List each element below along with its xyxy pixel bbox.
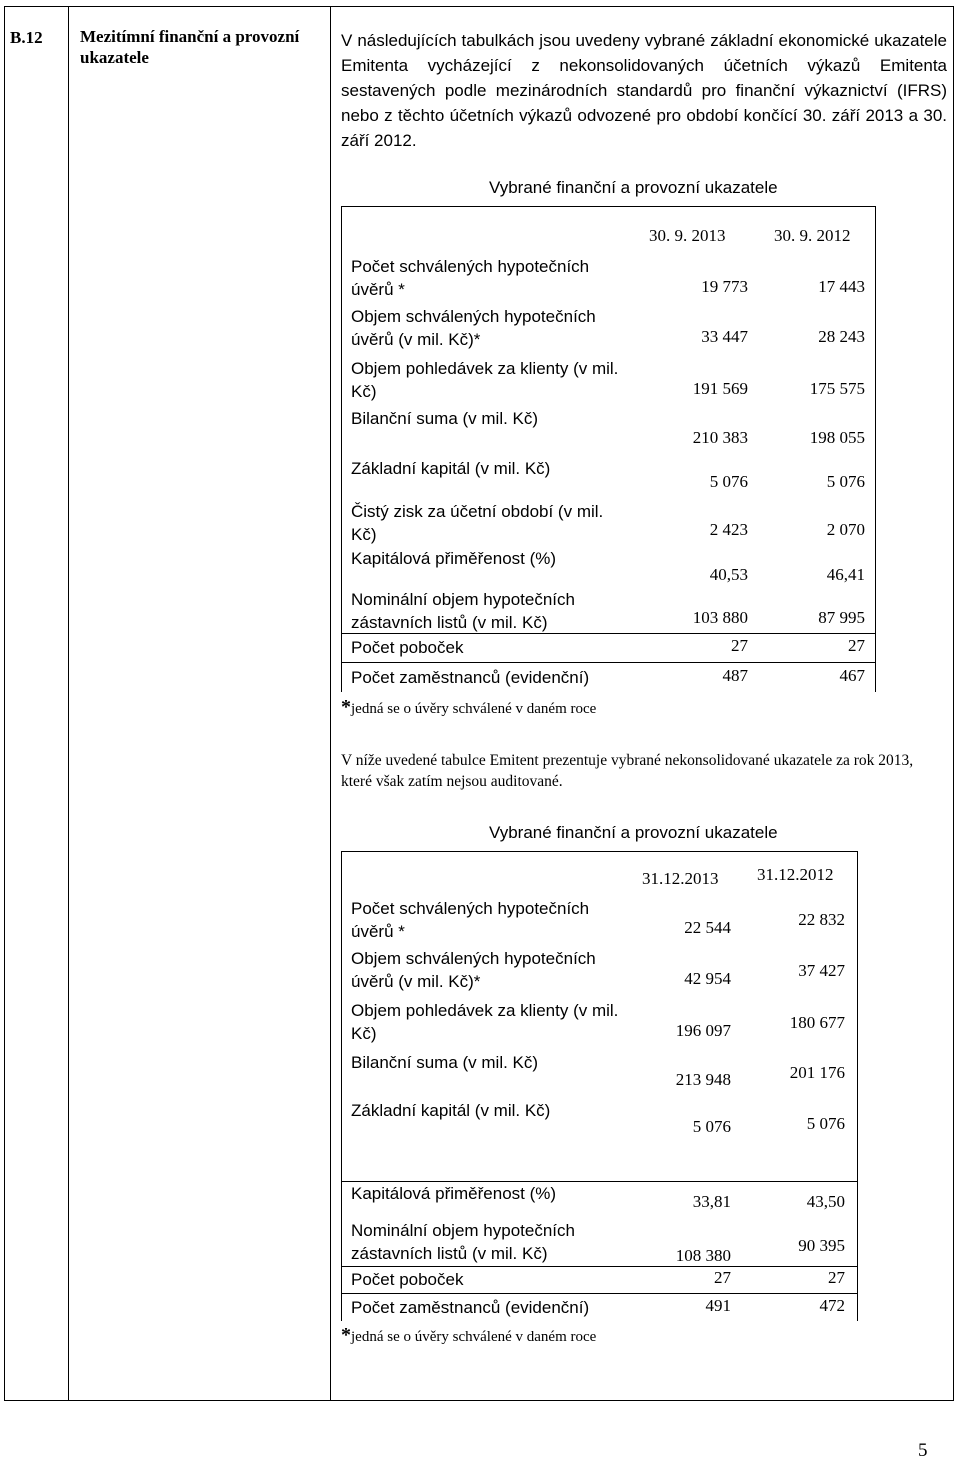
table1-row-label: Bilanční suma (v mil. Kč) [351,409,539,428]
table1-row-label: Počet poboček [351,638,464,657]
table2-row-label: Nominální objem hypotečních zástavních listů (v mil. Kč) [351,1221,575,1263]
column-divider-1 [68,7,69,1400]
table1-row-label: Kapitálová přiměřenost (%) [351,549,557,568]
table1-row-value-2: 467 [839,666,865,685]
table1-row-value-1: 487 [722,666,748,685]
table2-row-value-2: 5 076 [806,1114,845,1133]
table2-row-value-1: 27 [714,1268,731,1287]
table1-footnote: *jedná se o úvěry schválené v daném roce [341,696,597,718]
table2-row-value-2: 22 832 [798,910,845,929]
table1 [341,206,876,692]
table1-row-value-2: 27 [848,636,865,655]
section-title: Mezitímní finanční a provozní ukazatele [80,27,300,67]
table1-row [342,545,875,588]
table2-caption: Vybrané finanční a provozní ukazatele [489,823,778,842]
table2-row [342,896,857,946]
intro-paragraph: V následujících tabulkách jsou uvedeny vybrané základní ekonomické ukazatele Emitenta vycházející z nekonsolidovaných účetních výkazů Emitenta sestavených podle mezinárodních standardů pro finanční výkaznictví (IFRS) nebo z těchto účetních výkazů odvozené pro období končící 30. září 2013 a 30. září 2012. [341,31,947,150]
table2-row-value-1: 33,81 [692,1192,731,1211]
table2-row [342,1217,857,1266]
table2-row-label: Počet poboček [351,1270,464,1289]
table1-row-value-1: 27 [731,636,748,655]
table1-row-value-1: 210 383 [692,428,748,447]
table1-row-value-2: 198 055 [809,428,865,447]
table1-row-value-2: 87 995 [818,608,865,627]
table2-row [342,998,857,1050]
table1-row-value-1: 5 076 [709,472,748,491]
table2-row [342,946,857,998]
table2-row-label: Počet zaměstnanců (evidenční) [351,1298,590,1317]
table2-row-label: Objem schválených hypotečních úvěrů (v mil. Kč)* [351,949,596,991]
table2-row-value-2: 37 427 [798,961,845,980]
table2-row-label: Základní kapitál (v mil. Kč) [351,1101,551,1120]
table1-row [342,301,875,353]
table2-row [342,1098,857,1145]
table2-row-value-1: 22 544 [684,918,731,937]
unaudited-note: V níže uvedené tabulce Emitent prezentuje vybrané nekonsolidované ukazatele za rok 2013, které však zatím nejsou auditované. [341,752,914,790]
table2-row-label: Objem pohledávek za klienty (v mil. Kč) [351,1001,619,1043]
table1-row-value-1: 2 423 [709,520,748,539]
table1-row [342,251,875,301]
table2-row-value-1: 491 [705,1296,731,1315]
table2-row [342,1050,857,1098]
table1-row-label: Nominální objem hypotečních zástavních listů (v mil. Kč) [351,590,575,632]
table1-row-value-1: 19 773 [701,277,748,296]
table2-row-value-2: 472 [819,1296,845,1315]
table2-col1-header: 31.12.2013 [642,869,719,888]
table1-row [342,500,875,545]
table1-row-value-1: 40,53 [709,565,748,584]
column-divider-2 [330,7,331,1400]
table1-col1-header: 30. 9. 2013 [649,226,726,245]
table1-row-value-2: 46,41 [826,565,865,584]
table1-row [342,353,875,405]
table2-col2-header: 31.12.2012 [757,865,834,884]
table2-row-value-2: 201 176 [789,1063,845,1082]
table1-row-label: Počet zaměstnanců (evidenční) [351,668,590,687]
table1-row-value-1: 191 569 [692,379,748,398]
table1-row-value-1: 103 880 [692,608,748,627]
table2-footnote: *jedná se o úvěry schválené v daném roce [341,1324,597,1346]
table1-row [342,633,875,662]
table2-row-value-2: 43,50 [806,1192,845,1211]
table2-row [342,1145,857,1181]
table1-row [342,405,875,453]
table2 [341,851,858,1321]
table2-row-value-2: 180 677 [789,1013,845,1032]
table2-row [342,1266,857,1293]
table2-row-value-1: 42 954 [684,969,731,988]
table1-caption: Vybrané finanční a provozní ukazatele [489,178,778,197]
table1-col2-header: 30. 9. 2012 [774,226,851,245]
table1-row [342,588,875,633]
table1-row-label: Čistý zisk za účetní období (v mil. Kč) [351,502,604,544]
table1-row [342,662,875,693]
table2-row [342,1181,857,1217]
table1-row-label: Objem pohledávek za klienty (v mil. Kč) [351,359,619,401]
table2-row-value-1: 213 948 [675,1070,731,1089]
table1-row-value-2: 28 243 [818,327,865,346]
section-number: B.12 [10,28,43,47]
table1-row-value-2: 17 443 [818,277,865,296]
table1-row-value-2: 2 070 [826,520,865,539]
table2-row-label: Počet schválených hypotečních úvěrů * [351,899,590,941]
table2-row-value-1: 196 097 [675,1021,731,1040]
table2-row-label: Kapitálová přiměřenost (%) [351,1184,557,1203]
table1-row-label: Objem schválených hypotečních úvěrů (v mil. Kč)* [351,307,596,349]
table1-row-value-2: 5 076 [826,472,865,491]
table1-row-value-2: 175 575 [809,379,865,398]
table2-row-value-2: 90 395 [798,1236,845,1255]
table2-row-value-2: 27 [828,1268,845,1287]
table1-row [342,453,875,500]
table2-row-label: Bilanční suma (v mil. Kč) [351,1053,539,1072]
table2-row-value-1: 108 380 [675,1246,731,1265]
table1-row-label: Základní kapitál (v mil. Kč) [351,459,551,478]
table1-row-value-1: 33 447 [701,327,748,346]
table2-row-value-1: 5 076 [692,1117,731,1136]
table1-row-label: Počet schválených hypotečních úvěrů * [351,257,590,299]
table2-row [342,1293,857,1322]
page-number: 5 [918,1440,928,1461]
